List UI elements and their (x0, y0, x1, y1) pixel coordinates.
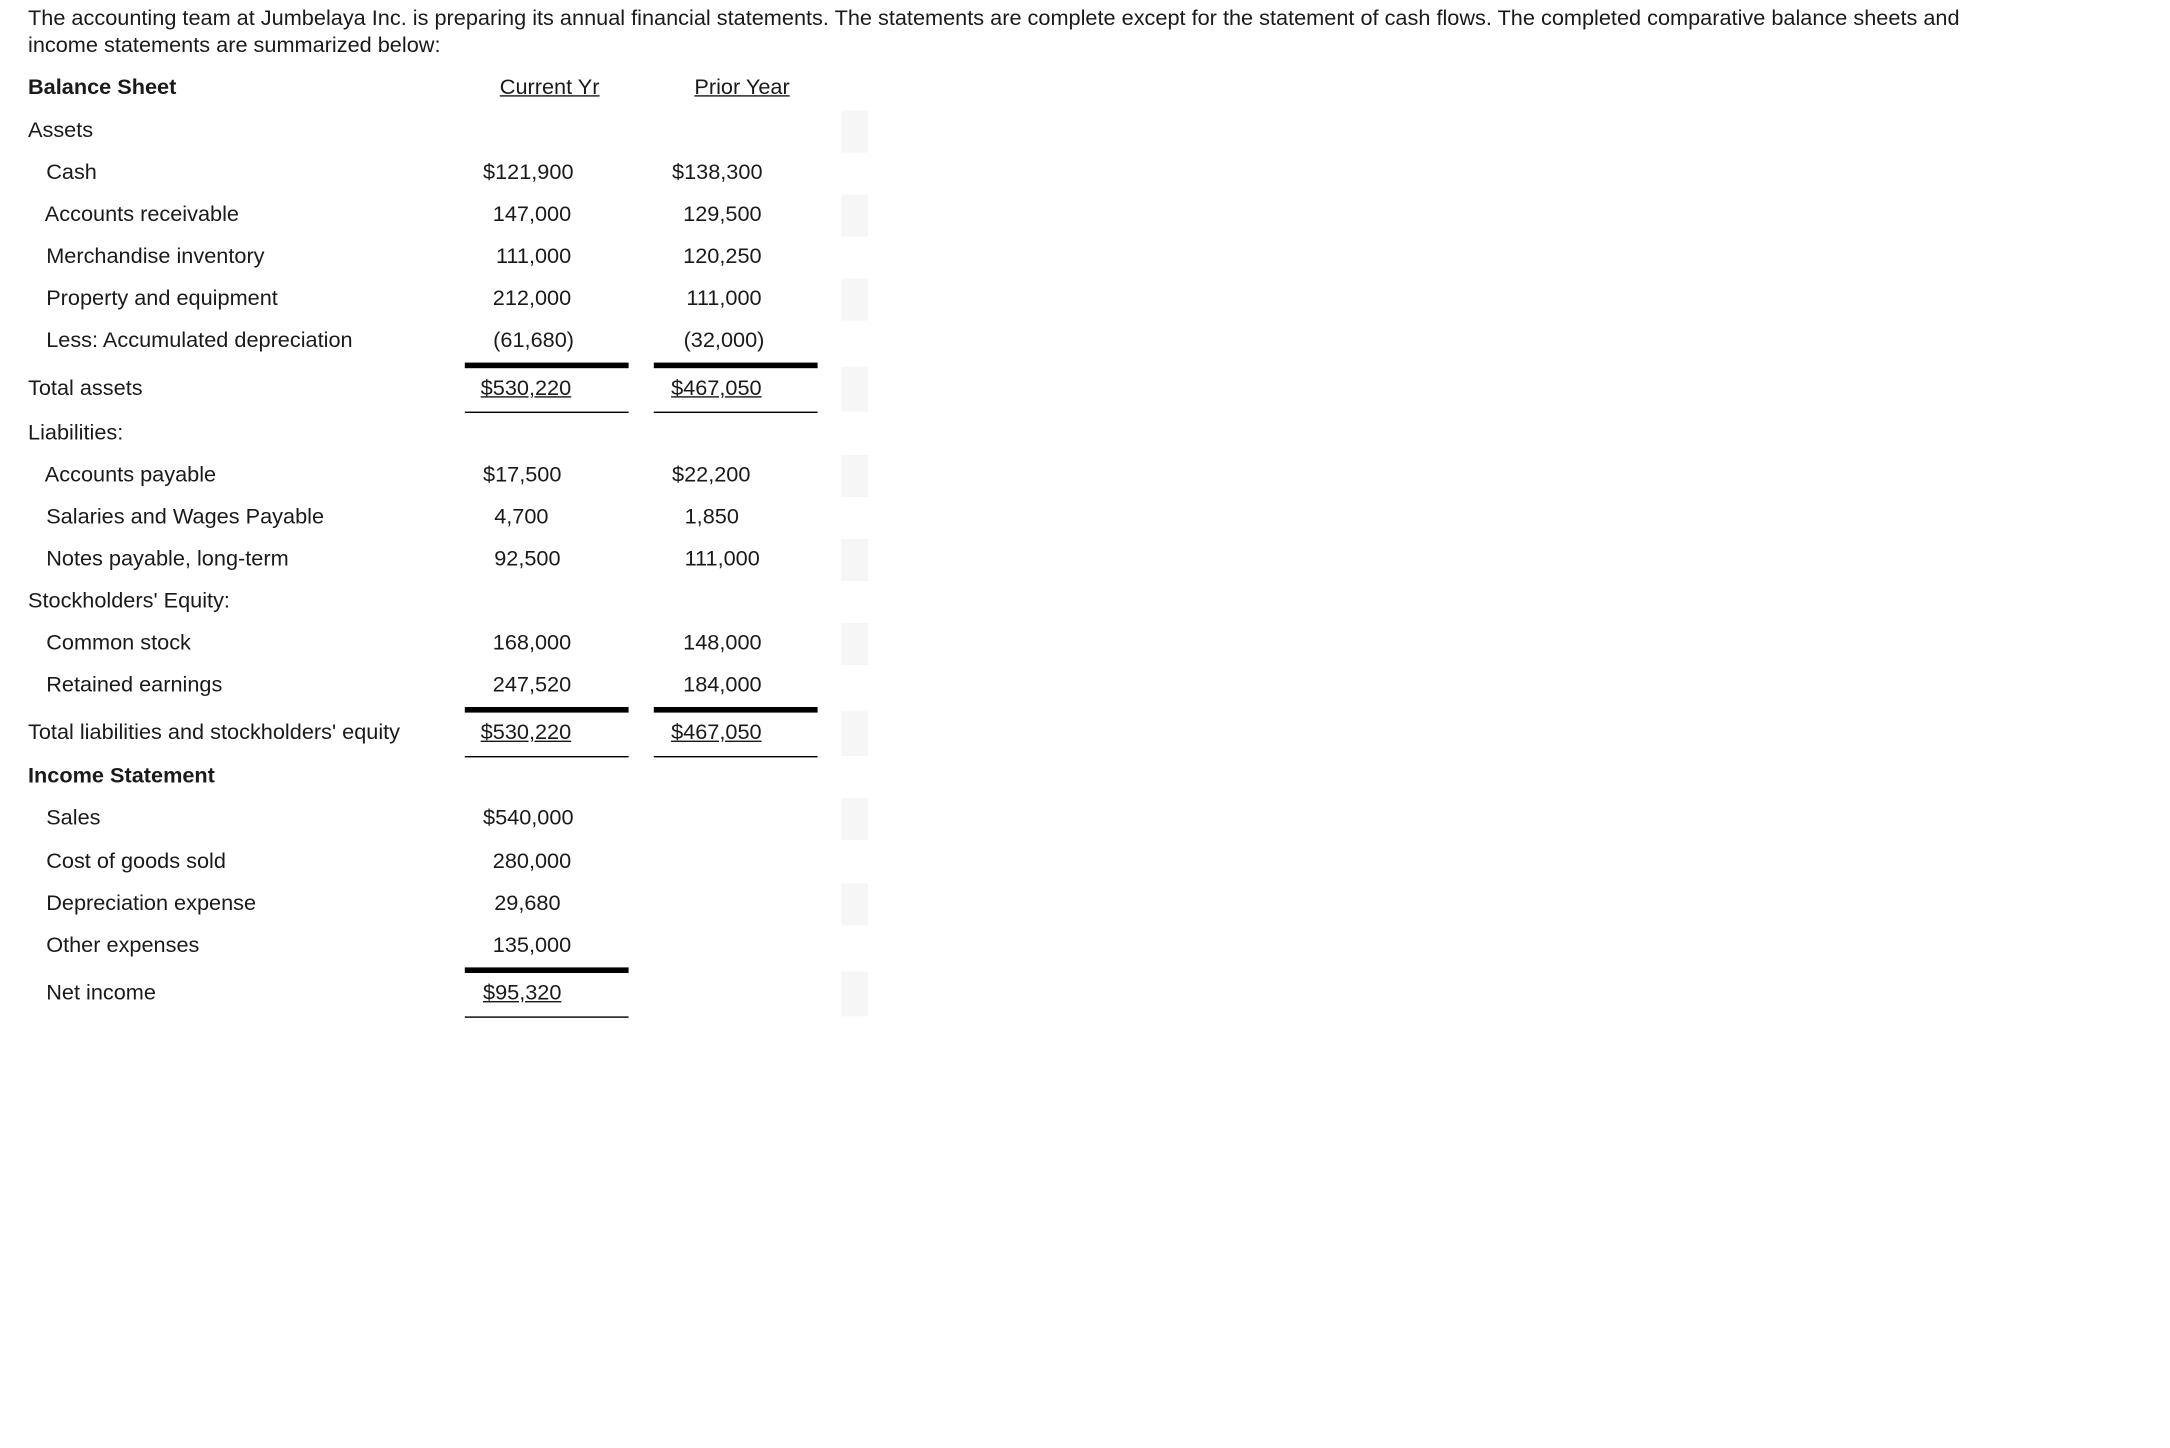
income-statement-heading: Income Statement (28, 764, 215, 789)
current-value: 92,500 (494, 547, 561, 572)
row-marker (841, 455, 868, 497)
row-marker (841, 883, 868, 925)
prior-value: $22,200 (672, 463, 751, 488)
row-marker (841, 111, 868, 153)
current-value: $17,500 (483, 463, 562, 488)
row-label: Salaries and Wages Payable (46, 505, 325, 530)
prior-value: (32,000) (683, 329, 765, 353)
row-label: Retained earnings (46, 673, 223, 698)
table-row (0, 153, 896, 195)
current-value: 247,520 (492, 673, 572, 698)
table-row (0, 195, 896, 237)
balance-sheet-heading: Balance Sheet (28, 75, 177, 100)
prior-value: 120,250 (683, 245, 762, 269)
current-value: $121,900 (483, 161, 574, 185)
table-row (0, 279, 896, 321)
prior-value: $138,300 (672, 161, 763, 185)
table-row (0, 455, 896, 497)
prior-year-header: Prior Year (694, 75, 790, 100)
table-row (0, 623, 896, 665)
row-label: Common stock (46, 631, 191, 656)
row-marker (841, 539, 868, 581)
row-label: Depreciation expense (46, 891, 257, 916)
total-liabilities-equity-label: Total liabilities and stockholders' equity (28, 721, 401, 745)
row-marker (841, 279, 868, 321)
row-label: Other expenses (46, 933, 200, 958)
income-heading-row (0, 756, 896, 798)
current-value: (61,680) (493, 329, 574, 353)
intro-text: The accounting team at Jumbelaya Inc. is preparing its annual financial statements. The statements are complete except for the statement of cash flows. The completed comparative balance sheets and income statements are summarized below: (28, 7, 1960, 58)
net-income-row (0, 972, 896, 1017)
table-row (0, 497, 896, 539)
assets-heading-row (0, 111, 896, 153)
row-label: Merchandise inventory (46, 245, 265, 269)
current-value: 147,000 (492, 203, 572, 227)
current-value: 4,700 (494, 505, 549, 530)
net-income-current: $95,320 (483, 981, 562, 1006)
row-marker (841, 798, 868, 840)
table-row (0, 237, 896, 279)
current-value: 135,000 (492, 933, 572, 958)
prior-value: 148,000 (683, 631, 762, 656)
prior-value: 1,850 (684, 505, 739, 530)
total-assets-row (0, 367, 896, 412)
equity-heading-row (0, 581, 896, 623)
row-marker (841, 367, 868, 412)
table-row (0, 665, 896, 707)
row-marker (841, 195, 868, 237)
row-label: Accounts receivable (44, 203, 240, 227)
liabilities-heading-row (0, 413, 896, 455)
prior-value: 129,500 (683, 203, 762, 227)
current-value: 111,000 (495, 245, 572, 269)
current-year-header: Current Yr (499, 75, 600, 100)
table-row (0, 321, 896, 363)
current-value: 168,000 (492, 631, 572, 656)
row-marker (841, 711, 868, 756)
total-assets-current: $530,220 (480, 376, 572, 401)
double-rule (465, 1016, 629, 1017)
prior-value: 184,000 (683, 673, 762, 698)
total-liabilities-equity-current: $530,220 (480, 721, 572, 745)
row-label: Sales (46, 806, 101, 831)
prior-value: 111,000 (684, 547, 760, 572)
row-label: Accounts payable (44, 463, 217, 488)
net-income-label: Net income (46, 981, 156, 1006)
table-row (0, 798, 896, 840)
equity-heading: Stockholders' Equity: (28, 589, 230, 614)
current-value: 29,680 (494, 891, 561, 916)
table-row (0, 539, 896, 581)
liabilities-heading: Liabilities: (28, 421, 124, 446)
prior-value: 111,000 (686, 287, 762, 311)
row-label: Cost of goods sold (46, 849, 226, 874)
total-assets-label: Total assets (28, 376, 143, 401)
row-label: Cash (46, 161, 97, 185)
total-liabilities-equity-prior: $467,050 (671, 721, 762, 745)
row-label: Notes payable, long-term (46, 547, 289, 572)
assets-heading: Assets (28, 119, 94, 143)
current-value: 212,000 (492, 287, 572, 311)
row-marker (841, 972, 868, 1017)
total-liabilities-equity-row (0, 711, 896, 756)
row-label: Property and equipment (46, 287, 278, 311)
current-value: 280,000 (492, 849, 572, 874)
row-label: Less: Accumulated depreciation (46, 329, 353, 353)
table-row (0, 883, 896, 925)
table-row (0, 925, 896, 967)
current-value: $540,000 (483, 806, 574, 831)
table-row (0, 841, 896, 883)
row-marker (841, 623, 868, 665)
total-assets-prior: $467,050 (671, 376, 762, 401)
